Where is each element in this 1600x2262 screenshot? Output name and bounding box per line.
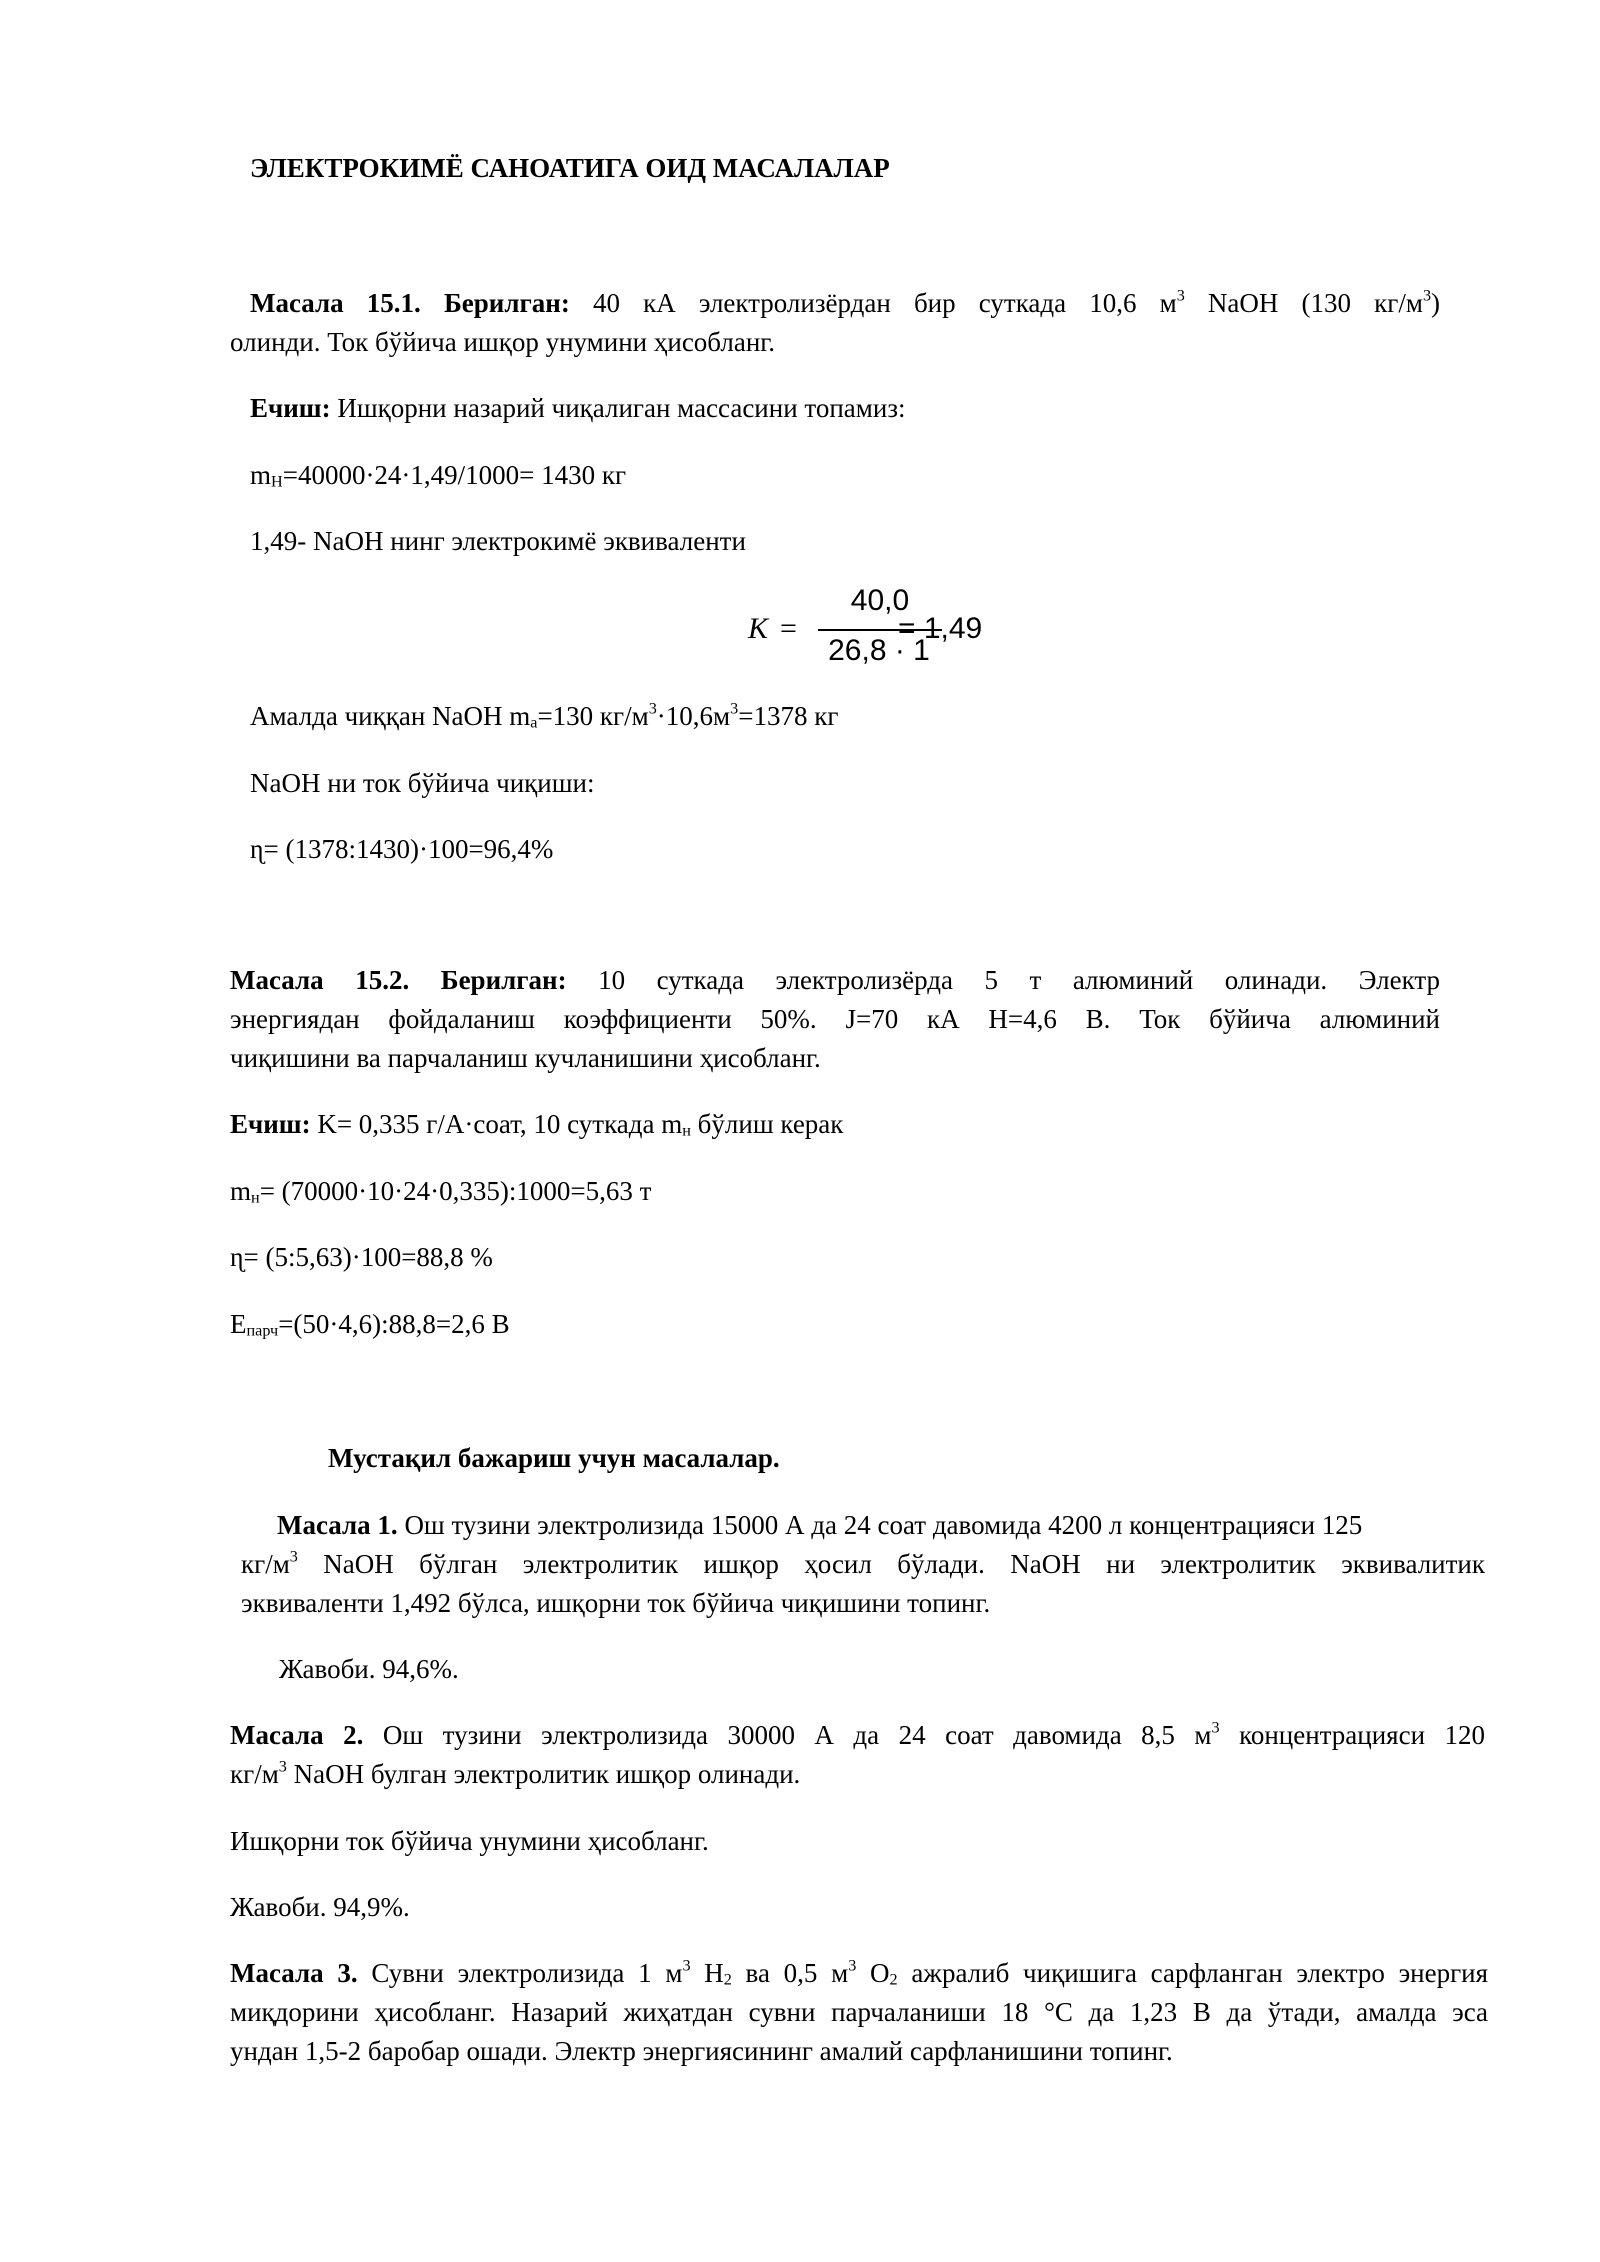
equation-equals: =	[780, 612, 797, 645]
problem-15-1-yield-value: ɳ= (1378:1430)·100=96,4%	[250, 834, 554, 864]
problem-15-1-actual-mass: Амалда чиққан NaOH $m_a=130$ $кг/м^3\cdot 10,6м^3=1378$ кг	[250, 699, 839, 732]
problem-15-1-line-1: Масала 15.1. Берилган: 40 кА электролизёрдан бир суткада 10,6 $м^3$ NaOH (130 $кг/м^3$)	[250, 286, 1441, 318]
problem-1-line-1: Масала 1. Ош тузини электролизида 15000 А да 24 соат давомида 4200 л концентрацияси 125	[277, 1510, 1363, 1540]
problem-1-answer: Жавоби. 94,6%.	[279, 1654, 459, 1684]
problem-1-line-2: $кг/м^3$ NaOH бўлган электролитик ишқор ҳосил бўлади. NaOH ни электролитик эквивалитик	[241, 1547, 1485, 1579]
problem-3-line-2: миқдорини ҳисобланг. Назарий жиҳатдан сувни парчаланиши 18 °С да 1,23 В да ўтади, амалда эса	[230, 1997, 1488, 2027]
equation-result: = 1,49	[898, 612, 983, 645]
document-title: ЭЛЕКТРОКИМЁ САНОАТИГА ОИД МАСАЛАЛАР	[250, 153, 890, 183]
problem-15-2-line-1: Масала 15.2. Берилган: 10 суткада электролизёрда 5 т алюминий олинади. Электр	[230, 965, 1441, 995]
problem-2-task: Ишқорни ток бўйича унумини ҳисобланг.	[230, 1826, 709, 1856]
problem-15-2-solution: Ечиш: K= 0,335 г/А·соат, 10 суткада $m_н$ бўлиш керак	[230, 1109, 844, 1140]
problem-15-2-mass-formula: $m_н=$ (70000·10·24·0,335):1000=5,63 т	[230, 1176, 652, 1207]
problem-1-line-3: эквиваленти 1,492 бўлса, ишқорни ток бўйича чиқишини топинг.	[241, 1588, 991, 1618]
problem-15-2-yield-value: ɳ= (5:5,63)·100=88,8 %	[230, 1242, 493, 1272]
equation-k: K	[748, 612, 769, 645]
independent-section-title: Мустақил бажариш учун масалалар.	[328, 1443, 780, 1473]
problem-15-1-line-2: олинди. Ток бўйича ишқор унумини ҳисобланг.	[230, 327, 776, 357]
problem-15-1-equivalent: 1,49- NaOH нинг электрокимё эквиваленти	[250, 526, 746, 556]
equation-numerator: 40,0	[850, 584, 910, 617]
equation-denominator: 26,8 · 1	[828, 634, 930, 667]
problem-15-2-line-3: чиқишини ва парчаланиш кучланишини ҳисобланг.	[230, 1043, 821, 1073]
problem-2-line-1: Масала 2. Ош тузини электролизида 30000 А да 24 соат давомида 8,5 $м^3$ концентрацияси 120	[230, 1718, 1486, 1750]
problem-15-2-voltage: $E_{парч}=(50\cdot 4,6):88,8=2,6$ В	[230, 1309, 510, 1340]
problem-3-line-1: Масала 3. Сувни электролизида 1 $м^3$ $H_2$ ва 0,5 $м^3$ $O_2$ ажралиб чиқишига сарфланган электро энергия	[230, 1956, 1489, 1989]
problem-15-1-mass-formula: $m_H=40000\cdot 24\cdot 1,49/1000= 1430$ кг	[250, 460, 627, 491]
problem-3-line-3: ундан 1,5-2 баробар ошади. Электр энергиясининг амалий сарфланишини топинг.	[230, 2036, 1173, 2066]
problem-2-line-2: $кг/м^3$ NaOH булган электролитик ишқор олинади.	[230, 1757, 801, 1789]
problem-2-answer: Жавоби. 94,9%.	[230, 1892, 410, 1922]
problem-15-1-yield-label: NaOH ни ток бўйича чиқиши:	[250, 768, 595, 798]
equivalent-equation	[748, 584, 988, 670]
problem-15-1-solution: Ечиш: Ишқорни назарий чиқалиган массасини топамиз:	[250, 393, 906, 423]
problem-15-2-line-2: энергиядан фойдаланиш коэффициенти 50%. J=70 кА H=4,6 В. Ток бўйича алюминий	[230, 1004, 1440, 1034]
